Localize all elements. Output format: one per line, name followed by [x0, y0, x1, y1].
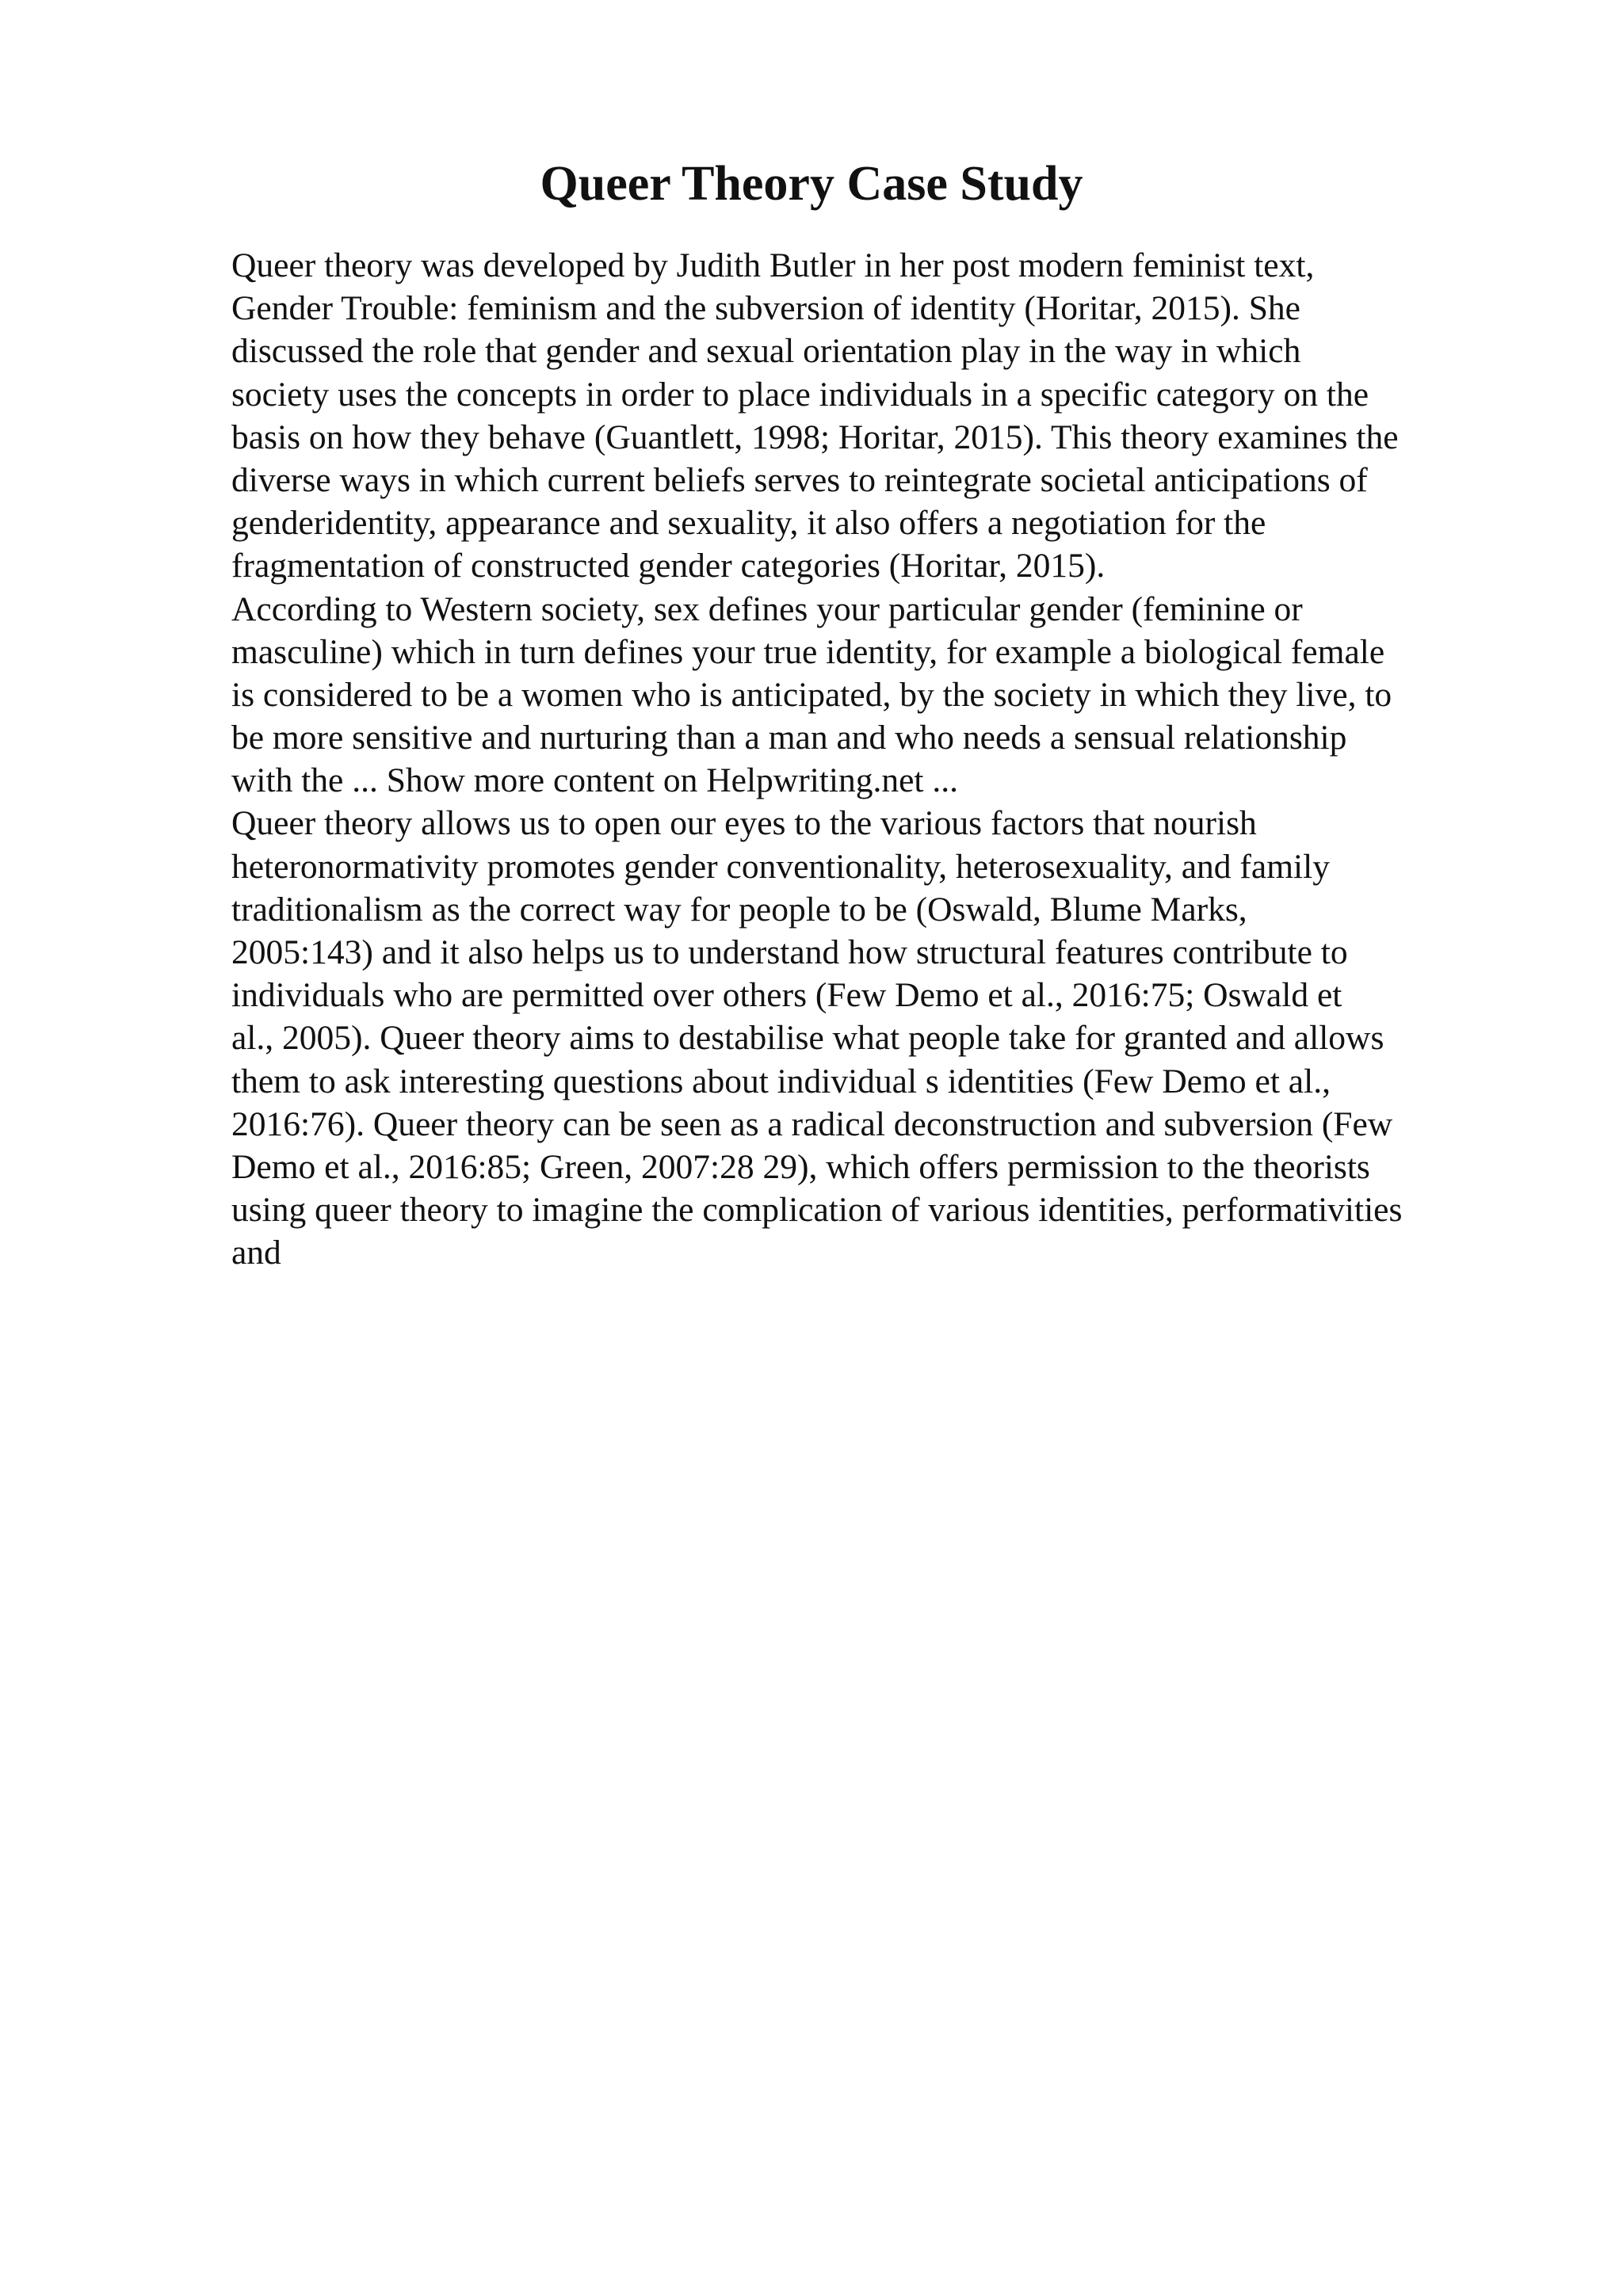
text-line: discussed the role that gender and sexual orientation play in the way in which — [231, 332, 1301, 371]
text-line: Queer theory allows us to open our eyes to the various factors that nourish — [231, 804, 1257, 843]
text-line: is considered to be a women who is anticipated, by the society in which they live, to — [231, 675, 1392, 714]
text-line: basis on how they behave (Guantlett, 1998; Horitar, 2015). This theory examines the — [231, 418, 1399, 456]
text-line: them to ask interesting questions about individual s identities (Few Demo et al., — [231, 1062, 1331, 1100]
text-line: 2016:76). Queer theory can be seen as a radical deconstruction and subversion (Few — [231, 1104, 1393, 1143]
text-line: traditionalism as the correct way for people to be (Oswald, Blume Marks, — [231, 890, 1247, 929]
text-line: with the ... Show more content on Helpwriting.net ... — [231, 761, 958, 800]
document-title: Queer Theory Case Study — [540, 157, 1083, 211]
text-line: masculine) which in turn defines your true identity, for example a biological female — [231, 632, 1385, 671]
text-line: be more sensitive and nurturing than a man and who needs a sensual relationship — [231, 719, 1347, 757]
text-line: Queer theory was developed by Judith Butler in her post modern feminist text, — [231, 246, 1315, 284]
text-line: and — [231, 1234, 281, 1272]
text-line: al., 2005). Queer theory aims to destabilise what people take for granted and allows — [231, 1019, 1384, 1058]
document-body — [231, 244, 1515, 1275]
text-line: diverse ways in which current beliefs serves to reintegrate societal anticipations of — [231, 460, 1368, 499]
text-line: According to Western society, sex defines your particular gender (feminine or — [231, 589, 1303, 628]
text-line: Gender Trouble: feminism and the subversion of identity (Horitar, 2015). She — [231, 289, 1300, 328]
text-line: fragmentation of constructed gender categories (Horitar, 2015). — [231, 547, 1106, 585]
text-line: individuals who are permitted over others (Few Demo et al., 2016:75; Oswald et — [231, 976, 1342, 1015]
text-line: genderidentity, appearance and sexuality, it also offers a negotiation for the — [231, 504, 1266, 543]
text-line: heteronormativity promotes gender conventionality, heterosexuality, and family — [231, 847, 1330, 886]
text-line: using queer theory to imagine the complication of various identities, performativities — [231, 1191, 1403, 1230]
text-line: society uses the concepts in order to place individuals in a specific category on the — [231, 375, 1369, 414]
text-line: Demo et al., 2016:85; Green, 2007:28 29), which offers permission to the theorists — [231, 1147, 1370, 1186]
text-line: 2005:143) and it also helps us to understand how structural features contribute to — [231, 933, 1348, 971]
